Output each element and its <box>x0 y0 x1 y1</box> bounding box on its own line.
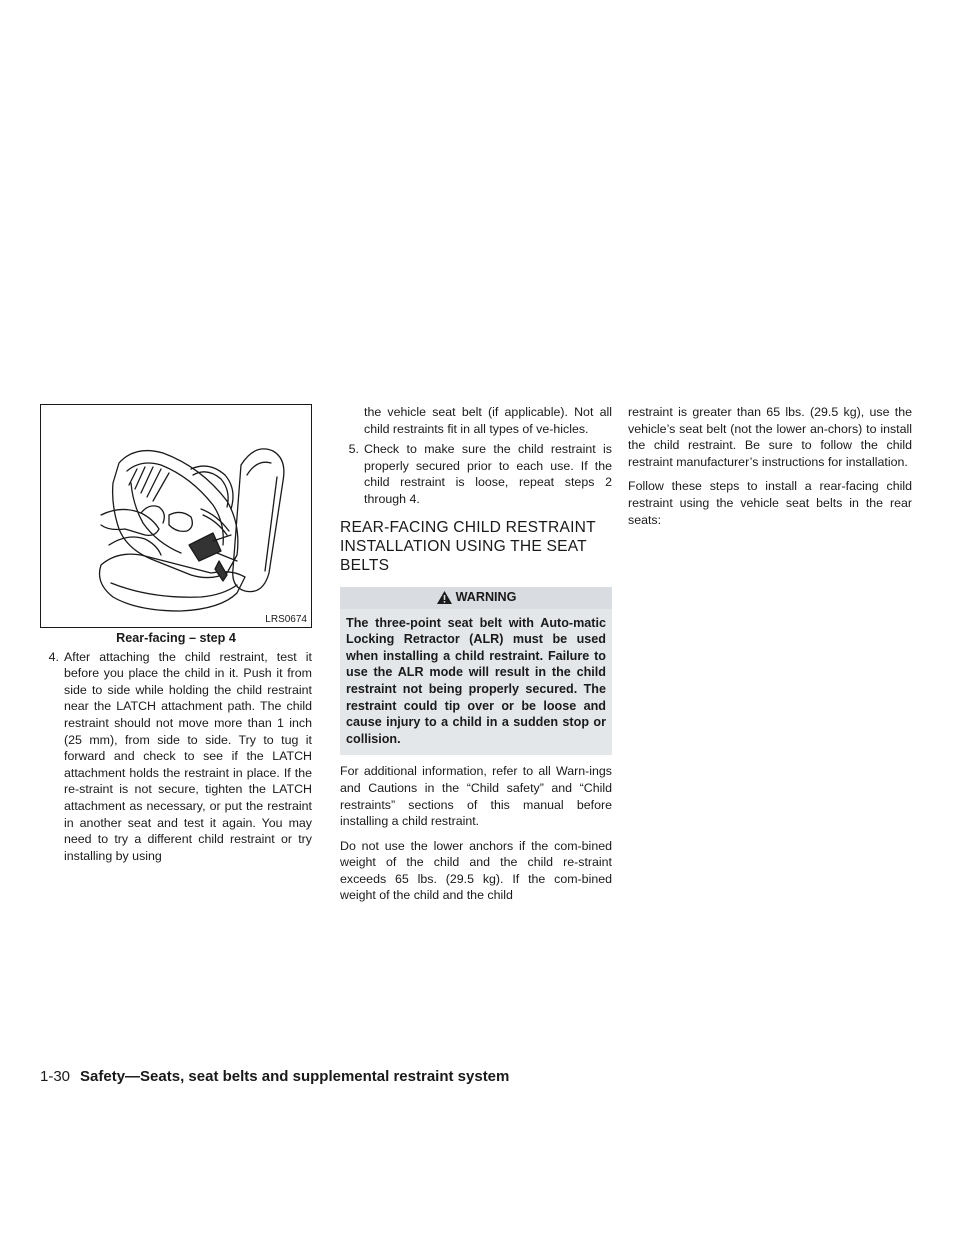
column-right <box>628 404 912 536</box>
warning-icon <box>436 590 453 605</box>
paragraph-lower-anchors: Do not use the lower anchors if the com-bined weight of the child and the child re-straint exceeds 65 lbs. (29.5 kg). If the com-bined weight of the child and the child <box>340 838 612 903</box>
warning-header <box>340 587 612 609</box>
step-5 <box>340 441 612 507</box>
column-left <box>40 404 312 864</box>
paragraph-lower-anchors-continued: restraint is greater than 65 lbs. (29.5 kg), use the vehicle’s seat belt (not the lower an-chors) to install the child restraint. Be sure to follow the child restraint manufacturer’s instructions for installation. <box>628 405 912 469</box>
step-number: 5. <box>348 442 359 457</box>
footer-section-title: Safety—Seats, seat belts and supplemental restraint system <box>80 1068 510 1085</box>
section-heading: REAR-FACING CHILD RESTRAINT INSTALLATION USING THE SEAT BELTS <box>340 518 596 574</box>
step-4-continuation: the vehicle seat belt (if applicable). Not all child restraints fit in all types of ve-hicles. <box>364 405 612 436</box>
child-restraint-illustration <box>41 405 310 626</box>
illustration-figure <box>40 404 312 628</box>
warning-text: The three-point seat belt with Auto-matic Locking Retractor (ALR) must be used when installing a child restraint. Failure to use the ALR mode will result in the child restraint not being properly secured. The restraint could tip over or be loose and cause injury to a child in a sudden stop or collision. <box>340 609 612 756</box>
page-number: 1-30 <box>40 1068 71 1085</box>
step-text: Check to make sure the child restraint is properly secured prior to each use. If the child restraint is loose, repeat steps 2 through 4. <box>364 442 612 506</box>
step-text: After attaching the child restraint, test it before you place the child in it. Push it from side to side while holding the child restraint near the LATCH attachment path. The child restraint should not move more than 1 inch (25 mm), from side to side. Try to tug it forward and check to see if the LATCH attachment holds the restraint in place. If the re-straint is not secure, tighten the LATCH attachment as necessary, or put the restraint in another seat and test it again. You may need to try a different child restraint or try installing by using <box>64 649 312 863</box>
column-middle <box>340 404 612 912</box>
figure-caption: Rear-facing – step 4 <box>116 631 236 645</box>
warning-label: WARNING <box>455 590 517 605</box>
figure-code: LRS0674 <box>265 614 307 625</box>
paragraph-additional-info: For additional information, refer to all Warn-ings and Cautions in the “Child safety” and “Child restraints” sections of this manual before installing a child restraint. <box>340 764 612 829</box>
page-footer <box>40 1068 509 1085</box>
paragraph-follow-steps: Follow these steps to install a rear-facing child restraint using the vehicle seat belts in the rear seats: <box>628 479 912 527</box>
step-number: 4. <box>48 649 59 664</box>
step-4 <box>40 649 312 865</box>
warning-box <box>340 587 612 756</box>
